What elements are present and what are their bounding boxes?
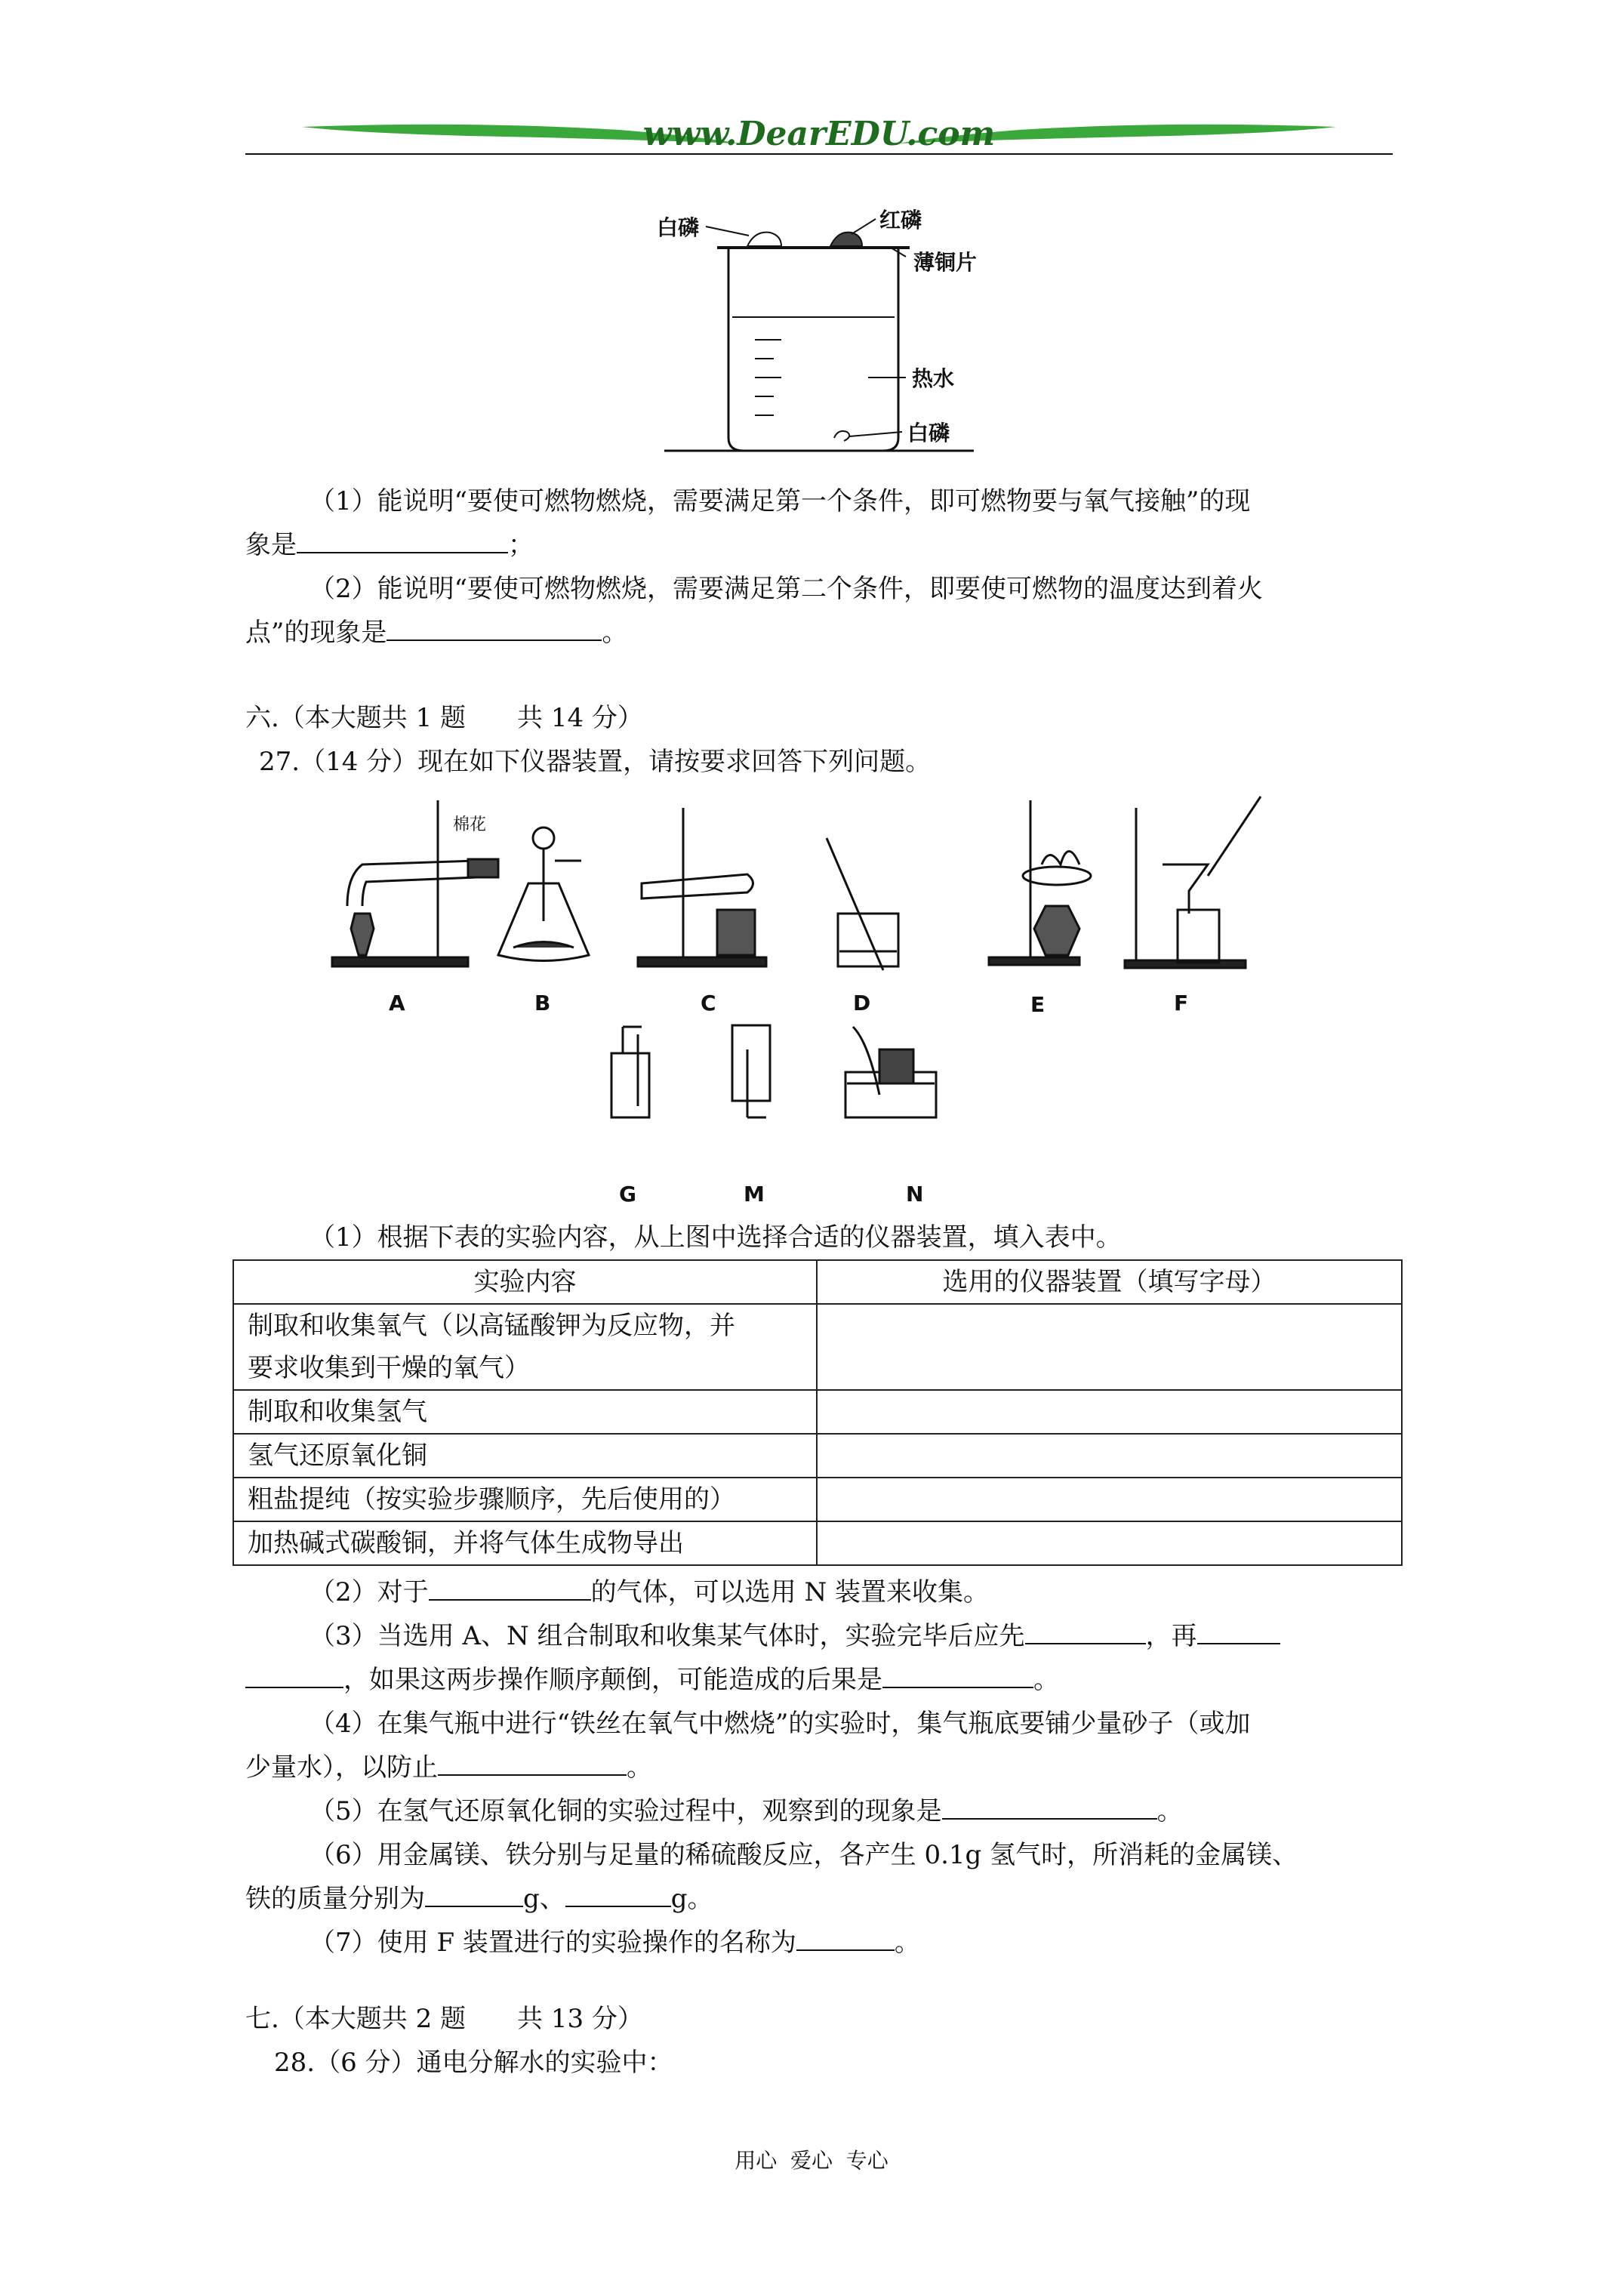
label-hot-water: 热水	[912, 366, 955, 391]
q26-p2-line1: （2）能说明“要使可燃物燃烧，需要满足第二个条件，即要使可燃物的温度达到着火	[310, 574, 1264, 604]
table-header-row	[233, 1260, 1402, 1304]
answer-blank-5[interactable]	[1197, 1616, 1280, 1644]
apparatus-d	[827, 838, 898, 970]
section6-title: 六.（本大题共 1 题 共 14 分）	[245, 703, 643, 733]
table-row: 粗盐提纯（按实验步骤顺序，先后使用的）	[233, 1478, 1402, 1521]
table-row: 氢气还原氧化铜	[233, 1434, 1402, 1478]
q27-p4-line2: 少量水），以防止 。	[245, 1746, 1393, 1789]
label-apparatus-c: C	[701, 991, 716, 1015]
table-header-apparatus: 选用的仪器装置（填写字母）	[817, 1260, 1402, 1304]
apparatus-b	[498, 827, 589, 961]
apparatus-g	[611, 1027, 649, 1117]
q27-p6-line1: （6）用金属镁、铁分别与足量的稀硫酸反应，各产生 0.1g 氢气时，所消耗的金属镁、	[310, 1840, 1298, 1870]
apparatus-c	[638, 808, 766, 966]
site-logo-text: www.DearEDU.com	[642, 115, 996, 153]
label-apparatus-d: D	[853, 991, 871, 1015]
answer-blank-7[interactable]	[882, 1660, 1033, 1688]
answer-blank-4[interactable]	[1025, 1616, 1146, 1644]
q26-p1-line2: 象是 ；	[245, 523, 1393, 567]
answer-blank-6[interactable]	[245, 1660, 343, 1688]
label-apparatus-n: N	[906, 1182, 924, 1207]
apparatus-m	[732, 1025, 770, 1117]
answer-blank-9[interactable]	[942, 1791, 1157, 1820]
header-rule	[245, 153, 1393, 155]
q26-p2-line2: 点”的现象是 。	[245, 611, 1393, 655]
beaker-diagram	[649, 196, 1042, 457]
label-copper-sheet: 薄铜片	[913, 250, 978, 275]
q26-p1-line1: （1）能说明“要使可燃物燃烧，需要满足第一个条件，即可燃物要与氧气接触”的现	[310, 486, 1251, 516]
q27-p6-line2: 铁的质量分别为 g、 g。	[245, 1877, 1393, 1921]
q27-p3-line1: （3）当选用 A、N 组合制取和收集某气体时，实验完毕后应先 ，再	[245, 1614, 1457, 1658]
q27-p7: （7）使用 F 装置进行的实验操作的名称为 。	[245, 1921, 1457, 1965]
label-white-phosphorus-top: 白磷	[657, 215, 700, 240]
q27-p5: （5）在氢气还原氧化铜的实验过程中，观察到的现象是 。	[245, 1789, 1457, 1833]
label-apparatus-a: A	[389, 991, 405, 1015]
table-answer-cell[interactable]	[817, 1521, 1402, 1565]
section7-title: 七.（本大题共 2 题 共 13 分）	[245, 2004, 643, 2034]
apparatus-figure	[325, 793, 1306, 1216]
answer-blank-2[interactable]	[387, 612, 602, 641]
table-row: 制取和收集氢气	[233, 1390, 1402, 1434]
q27-p4-line1: （4）在集气瓶中进行“铁丝在氧气中燃烧”的实验时，集气瓶底要铺少量砂子（或加	[310, 1709, 1251, 1739]
label-apparatus-g: G	[619, 1182, 636, 1207]
apparatus-drawings	[325, 793, 1306, 1216]
table-answer-cell[interactable]	[817, 1434, 1402, 1478]
page-footer: 用心 爱心 专心	[735, 2148, 888, 2173]
answer-blank-12[interactable]	[796, 1922, 895, 1951]
label-white-phosphorus-bottom: 白磷	[907, 421, 950, 445]
figure-beaker	[649, 196, 1042, 457]
answer-blank-8[interactable]	[438, 1747, 627, 1776]
q27-p3-line2: ，如果这两步操作顺序颠倒，可能造成的后果是 。	[245, 1658, 1393, 1702]
table-answer-cell[interactable]	[817, 1304, 1402, 1390]
table-answer-cell[interactable]	[817, 1478, 1402, 1521]
experiment-table	[233, 1259, 1403, 1566]
q27-p1: （1）根据下表的实验内容，从上图中选择合适的仪器装置，填入表中。	[310, 1222, 1122, 1253]
label-cotton: 棉花	[453, 815, 487, 834]
q27-intro: 27.（14 分）现在如下仪器装置，请按要求回答下列问题。	[259, 747, 932, 777]
label-apparatus-m: M	[744, 1182, 765, 1207]
label-apparatus-e: E	[1030, 992, 1046, 1017]
answer-blank-1[interactable]	[297, 525, 508, 553]
answer-blank-3[interactable]	[429, 1572, 591, 1601]
label-red-phosphorus: 红磷	[879, 208, 922, 233]
label-apparatus-f: F	[1174, 991, 1189, 1015]
apparatus-n	[845, 1027, 936, 1117]
table-header-content: 实验内容	[233, 1260, 817, 1304]
table-row: 制取和收集氧气（以高锰酸钾为反应物，并 要求收集到干燥的氧气）	[233, 1304, 1402, 1390]
answer-blank-10[interactable]	[425, 1878, 523, 1907]
apparatus-f	[1125, 797, 1261, 968]
table-answer-cell[interactable]	[817, 1390, 1402, 1434]
apparatus-e	[989, 800, 1091, 965]
table-row: 加热碱式碳酸铜，并将气体生成物导出	[233, 1521, 1402, 1565]
answer-blank-11[interactable]	[565, 1878, 671, 1907]
q28-intro: 28.（6 分）通电分解水的实验中：	[274, 2048, 673, 2078]
label-apparatus-b: B	[534, 991, 551, 1015]
q27-p2: （2）对于 的气体，可以选用 N 装置来收集。	[245, 1570, 1457, 1614]
header-banner	[242, 113, 1397, 159]
